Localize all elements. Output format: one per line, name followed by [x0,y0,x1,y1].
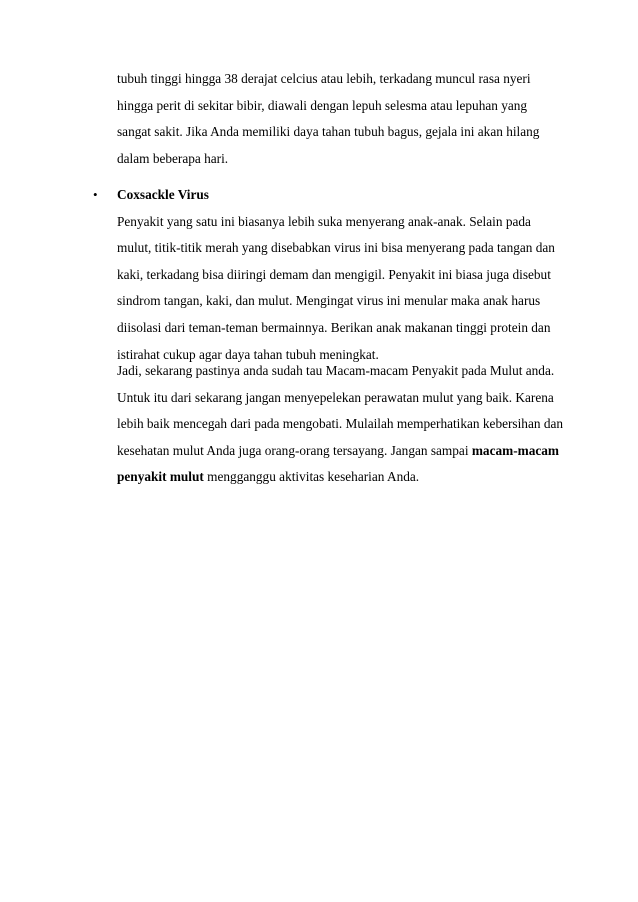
paragraph-line: Untuk itu dari sekarang jangan menyepelekan perawatan mulut yang baik. Karena [117,389,554,405]
bullet-line: istirahat cukup agar daya tahan tubuh meningkat. [117,346,379,362]
bullet-icon: • [93,187,98,202]
paragraph-line: hingga perit di sekitar bibir, diawali dengan lepuh selesma atau lepuhan yang [117,97,528,113]
paragraph-line-mixed [117,464,547,491]
bullet-item [117,182,555,368]
bullet-line: Penyakit yang satu ini biasanya lebih suka menyerang anak-anak. Selain pada [117,213,531,229]
paragraph-1 [117,66,547,172]
paragraph-line: dalam beberapa hari. [117,150,229,166]
bold-keyword: penyakit mulut [117,469,204,485]
paragraph-line: tubuh tinggi hingga 38 derajat celcius atau lebih, terkadang muncul rasa nyeri [117,71,531,86]
paragraph-line: sangat sakit. Jika Anda memiliki daya tahan tubuh bagus, gejala ini akan hilang [117,124,540,140]
bullet-line: sindrom tangan, kaki, dan mulut. Mengingat virus ini menular maka anak harus [117,293,541,309]
paragraph-line-mixed [117,438,559,465]
bullet-line: diisolasi dari teman-teman bermainnya. Berikan anak makanan tinggi protein dan [117,319,551,335]
paragraph-2 [117,358,564,491]
line-text: kesehatan mulut Anda juga orang-orang tersayang. Jangan sampai [117,442,472,458]
line-text: mengganggu aktivitas keseharian Anda. [203,469,420,485]
paragraph-line: Jadi, sekarang pastinya anda sudah tau Macam-macam Penyakit pada Mulut anda. [117,363,555,378]
paragraph-line: lebih baik mencegah dari pada mengobati. Mulailah memperhatikan kebersihan dan [117,416,564,432]
bullet-heading: Coxsackle Virus [117,187,209,202]
bold-keyword: macam-macam [471,442,559,458]
bullet-line: kaki, terkadang bisa diiringi demam dan mengigil. Penyakit ini biasa juga disebut [117,266,551,282]
bullet-line: mulut, titik-titik merah yang disebabkan virus ini bisa menyerang pada tangan dan [117,240,555,256]
